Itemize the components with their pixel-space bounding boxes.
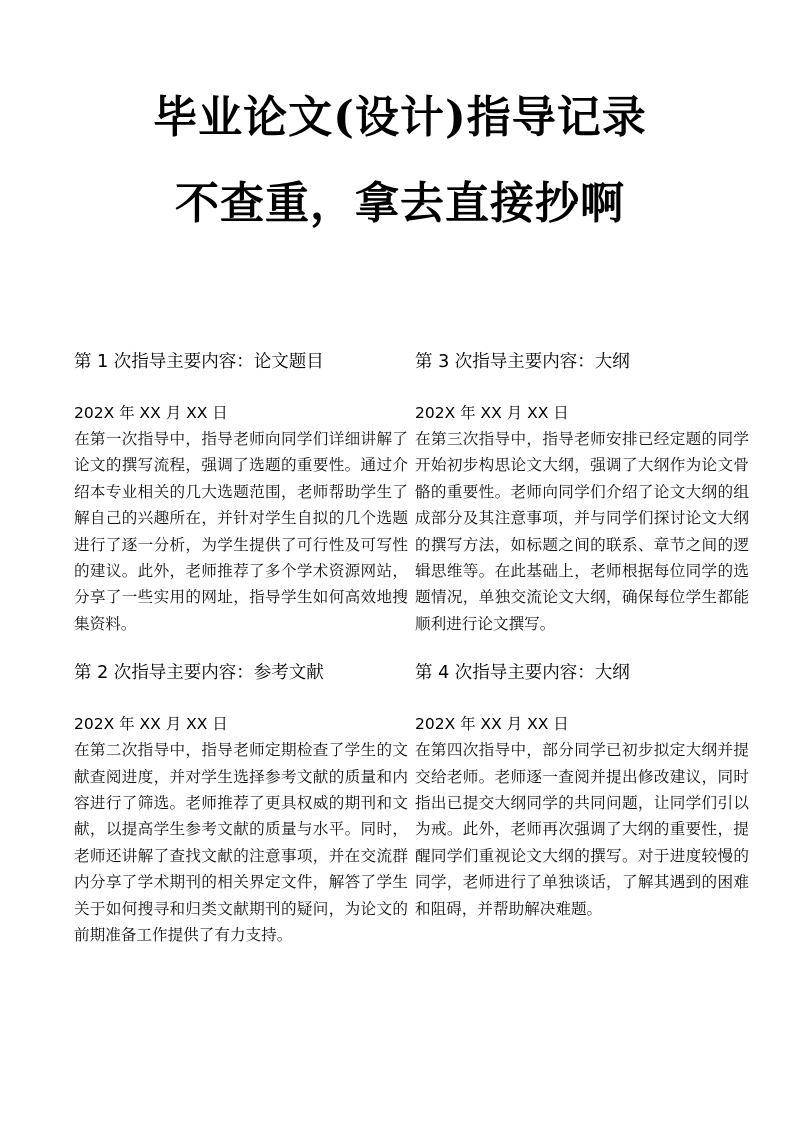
right-column xyxy=(415,348,749,944)
section-date: 202X 年 XX 月 XX 日 xyxy=(74,715,228,734)
page-subtitle: 不查重，拿去直接抄啊 xyxy=(175,178,625,229)
section-heading: 第 1 次指导主要内容：论文题目 xyxy=(74,352,324,372)
section-body: 在第三次指导中，指导老师安排已经定题的同学开始初步构思论文大纲，强调了大纲作为论文骨骼的重要性。老师向同学们介绍了论文大纲的组成部分及其注意事项，并与同学们探讨论文大纲的撰写方法，如标题之间的联系、章节之间的逻辑思维等。在此基础上，老师根据每位同学的选题情况，单独交流论文大纲，确保每位学生都能顺利进行论文撰写。 xyxy=(415,430,749,633)
section-date: 202X 年 XX 月 XX 日 xyxy=(415,715,569,734)
section-heading: 第 3 次指导主要内容：大纲 xyxy=(415,352,630,372)
section-date: 202X 年 XX 月 XX 日 xyxy=(415,404,569,422)
guidance-record-3 xyxy=(415,348,749,637)
section-body: 在第一次指导中，指导老师向同学们详细讲解了论文的撰写流程，强调了选题的重要性。通过介绍本专业相关的几大选题范围，老师帮助学生了解自己的兴趣所在，并针对学生自拟的几个选题进行了逐一分析，为学生提供了可行性及可写性的建议。此外，老师推荐了多个学术资源网站，分享了一些实用的网址，指导学生如何高效地搜集资料。 xyxy=(74,430,408,633)
section-body: 在第四次指导中，部分同学已初步拟定大纲并提交给老师。老师逐一查阅并提出修改建议，同时指出已提交大纲同学的共同问题，让同学们引以为戒。此外，老师再次强调了大纲的重要性，提醒同学们重视论文大纲的撰写。对于进度较慢的同学，老师进行了单独谈话，了解其遇到的困难和阻碍，并帮助解决难题。 xyxy=(415,741,749,918)
left-column xyxy=(74,348,408,971)
guidance-record-2 xyxy=(74,659,408,948)
section-body: 在第二次指导中，指导老师定期检查了学生的文献查阅进度，并对学生选择参考文献的质量和内容进行了筛选。老师推荐了更具权威的期刊和文献，以提高学生参考文献的质量与水平。同时，老师还讲解了查找文献的注意事项，并在交流群内分享了学术期刊的相关界定文件，解答了学生关于如何搜寻和归类文献期刊的疑问，为论文的前期准备工作提供了有力支持。 xyxy=(74,741,408,945)
section-heading: 第 2 次指导主要内容：参考文献 xyxy=(74,663,324,684)
section-heading: 第 4 次指导主要内容：大纲 xyxy=(415,663,630,684)
guidance-record-1 xyxy=(74,348,408,637)
page-title: 毕业论文(设计)指导记录 xyxy=(153,92,647,143)
section-date: 202X 年 XX 月 XX 日 xyxy=(74,404,228,422)
guidance-record-4 xyxy=(415,659,749,922)
